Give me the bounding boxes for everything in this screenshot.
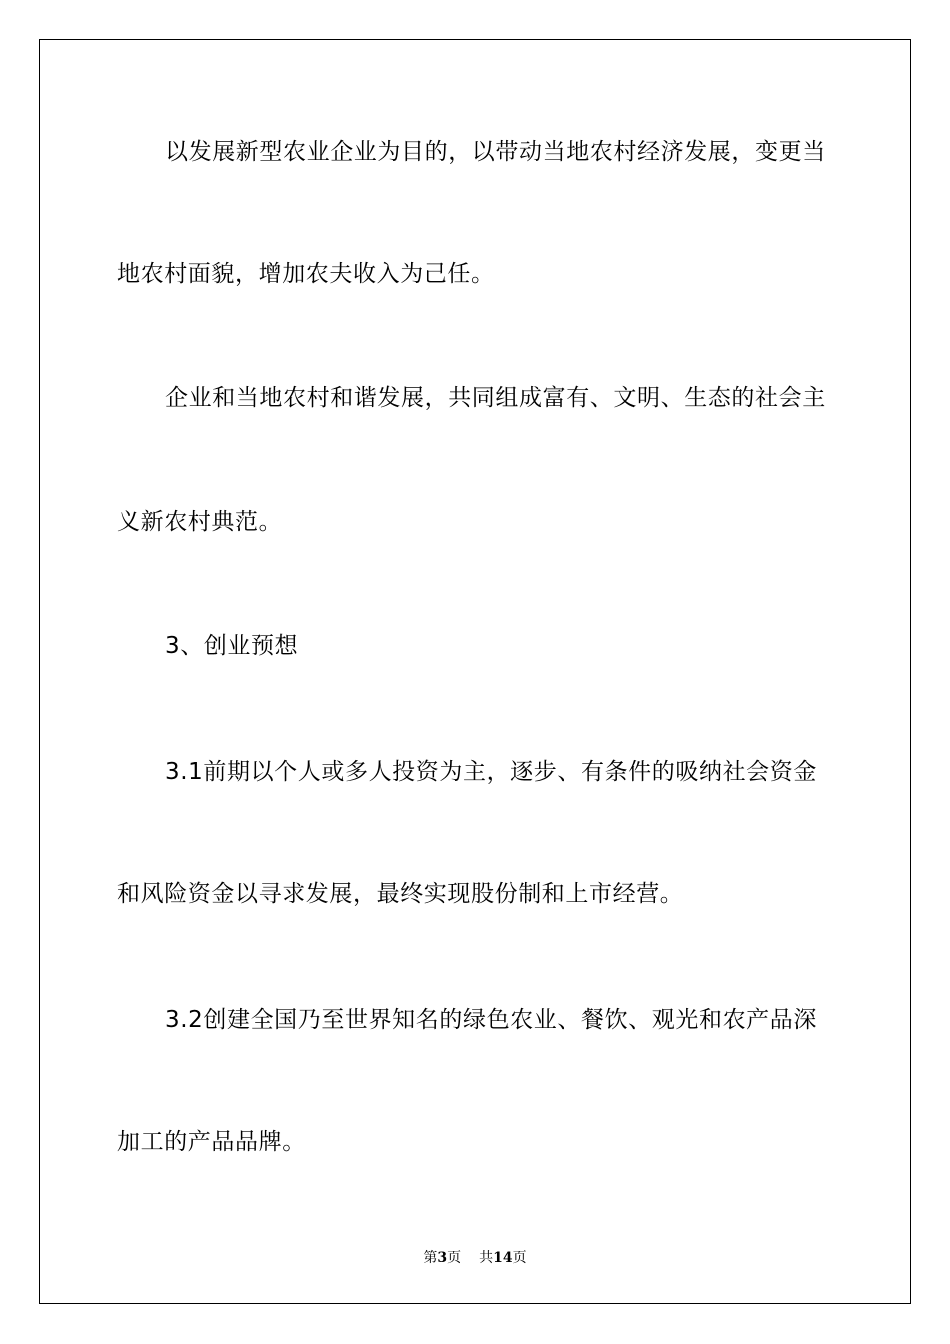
paragraph-4-line-2: 加工的产品品牌。 [117,1129,306,1155]
section-heading: 3、创业预想 [165,633,299,659]
paragraph-2-line-2: 义新农村典范。 [117,509,283,535]
footer-page-number: 3 [437,1250,448,1266]
footer-total-pages: 14 [493,1250,513,1266]
paragraph-1-line-1: 以发展新型农业企业为目的，以带动当地农村经济发展，变更当 [165,139,826,165]
paragraph-3-line-1: 3.1前期以个人或多人投资为主，逐步、有条件的吸纳社会资金 [165,759,817,785]
footer-page-suffix: 页 [447,1250,462,1266]
footer-page-prefix: 第 [423,1250,438,1266]
paragraph-1-line-2: 地农村面貌，增加农夫收入为己任。 [117,261,495,287]
page-border [39,39,911,1304]
footer-total-prefix: 共 [479,1250,494,1266]
paragraph-3-line-2: 和风险资金以寻求发展，最终实现股份制和上市经营。 [117,881,684,907]
page-footer [0,1249,950,1267]
footer-total-suffix: 页 [512,1250,527,1266]
paragraph-2-line-1: 企业和当地农村和谐发展，共同组成富有、文明、生态的社会主 [165,385,826,411]
paragraph-4-line-1: 3.2创建全国乃至世界知名的绿色农业、餐饮、观光和农产品深 [165,1007,817,1033]
